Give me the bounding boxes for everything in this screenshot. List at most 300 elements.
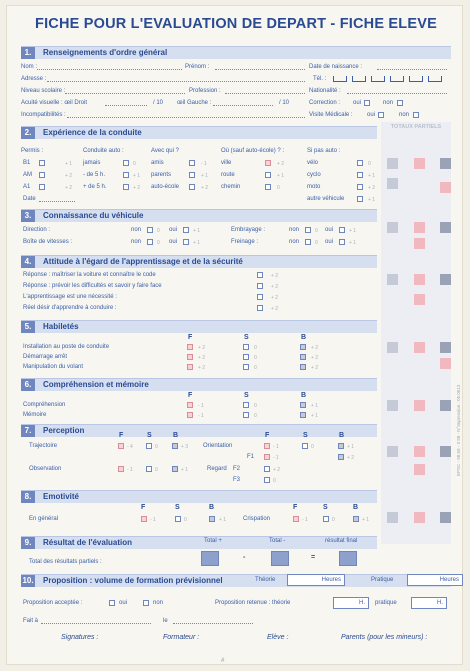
score: 0 [254,355,257,361]
partial-total-box [440,158,451,169]
conduite-checkbox[interactable] [123,172,129,178]
score: + 2 [347,455,355,461]
tel-digit-box[interactable] [390,76,404,82]
trajectoire-label: Trajectoire [29,443,58,449]
prenom-label: Prénom : [185,64,210,70]
nationalite-label: Nationalité : [309,88,341,94]
score: + 3 [181,444,189,450]
footer-mark: # [221,658,225,664]
score: + 1 [311,403,319,409]
score: - 1 [273,455,279,461]
score: + 2 [65,185,73,191]
score: + 1 [368,197,376,203]
attitude-checkbox[interactable] [257,272,263,278]
col-f: F [188,392,193,399]
proposition-acceptee-label: Proposition acceptée : [23,600,83,606]
direction-label: Direction : [23,227,51,233]
non-label: non [131,239,142,245]
non-label: non [131,227,142,233]
b-checkbox[interactable] [300,344,306,350]
score: + 2 [273,467,281,473]
partial-total-box [440,342,451,353]
tel-digit-box[interactable] [371,76,385,82]
score: + 1 [347,444,355,450]
section-title: Renseignements d'ordre général [43,48,168,57]
s-checkbox[interactable] [175,516,181,522]
score: 0 [157,240,160,246]
f-checkbox[interactable] [293,516,299,522]
s-checkbox[interactable] [323,516,329,522]
b-checkbox[interactable] [172,443,178,449]
attitude-item: Réponse : maîtriser la voiture et connaître le code [23,272,156,278]
ou-option: ville [221,160,232,166]
section-9-header [21,536,377,549]
attitude-checkbox[interactable] [257,305,263,311]
score: + 1 [368,173,376,179]
partial-total-box [440,274,451,285]
score: 0 [155,467,158,473]
visite-non-label: non [399,112,410,118]
equals-sign: = [311,554,316,561]
partial-total-box [440,512,451,523]
section-title: Proposition : volume de formation prévisionnel [43,576,223,585]
date-naissance-label: Date de naissance : [309,64,363,70]
b-checkbox[interactable] [300,364,306,370]
correction-oui-label: oui [353,100,362,106]
oui-label: oui [169,227,178,233]
conduite-checkbox[interactable] [123,160,129,166]
habilete-item: Installation au poste de conduite [23,344,110,350]
s-checkbox[interactable] [146,443,152,449]
score: + 1 [133,173,141,179]
avec-checkbox[interactable] [189,160,195,166]
partial-total-box [440,358,451,369]
sur10-b: / 10 [279,100,290,106]
s-checkbox[interactable] [243,344,249,350]
f-checkbox[interactable] [187,354,193,360]
section-7-header [21,424,377,437]
col-s: S [175,504,180,511]
score: + 2 [311,345,319,351]
col-f: F [265,432,270,439]
section-title: Emotivité [43,492,80,501]
section-4-header [21,255,377,268]
score: + 2 [271,306,279,312]
resultat-final-label: résultat final [325,538,358,544]
score: 0 [315,228,318,234]
prenom-field[interactable] [215,64,305,70]
ou-checkbox[interactable] [265,184,271,190]
score: 0 [277,185,280,191]
section-title: Habiletés [43,322,79,331]
pratique-heures-field[interactable] [407,574,463,586]
date-field[interactable] [173,618,253,624]
f-checkbox[interactable] [118,443,124,449]
correction-label: Correction : [309,100,341,106]
oui-label: oui [325,239,334,245]
s-checkbox[interactable] [243,364,249,370]
sipas-option: moto [307,184,321,190]
oeil-droit-field[interactable] [105,100,147,106]
score: + 1 [349,240,357,246]
oeil-gauche-label: œil Gauche : [177,100,212,106]
b-checkbox[interactable] [300,412,306,418]
tel-digit-box[interactable] [428,76,442,82]
partial-total-box [414,342,425,353]
score: - 1 [302,517,308,523]
score: + 2 [271,284,279,290]
parents-signature-label[interactable]: Parents (pour les mineurs) : [341,634,428,641]
section-title: Attitude à l'égard de l'apprentissage et de la sécurité [43,257,243,266]
s-checkbox[interactable] [302,443,308,449]
avec-option: amis [151,160,164,166]
profession-field[interactable] [225,88,305,94]
score: - 1 [273,444,279,450]
total-plus-label: Total + [204,538,222,544]
total-plus-box[interactable] [201,551,219,566]
s-checkbox[interactable] [243,402,249,408]
col-b: B [301,392,307,399]
nom-field[interactable] [37,64,182,70]
partial-total-box [387,274,398,285]
score: + 2 [198,345,206,351]
section-number: 2. [21,127,35,139]
profession-label: Profession : [189,88,221,94]
score: 0 [273,478,276,484]
avec-checkbox[interactable] [189,172,195,178]
sipas-checkbox[interactable] [357,184,363,190]
f-checkbox[interactable] [264,443,270,449]
partial-total-box [387,342,398,353]
direction-oui-checkbox[interactable] [183,227,189,233]
col-s: S [303,432,308,439]
conduite-option: jamais [83,160,101,166]
section-title: Connaissance du véhicule [43,211,144,220]
adresse-field[interactable] [47,76,305,82]
attitude-checkbox[interactable] [257,283,263,289]
ou-checkbox[interactable] [265,172,271,178]
conduite-checkbox[interactable] [123,184,129,190]
partial-total-box [387,400,398,411]
partial-total-box [414,512,425,523]
col-s: S [244,392,249,399]
boite-non-checkbox[interactable] [147,239,153,245]
section-number: 10. [22,576,34,585]
ou-header: Où (sauf auto-école) ? : [221,148,285,154]
partial-total-box [440,182,451,193]
non-label: non [289,239,300,245]
score: + 1 [193,240,201,246]
attitude-item: Réponse : prévoir les difficultés et savoir y faire face [23,283,162,289]
col-f: F [141,504,146,511]
pratique-label: pratique [375,600,397,606]
score: + 1 [201,173,209,179]
oeil-gauche-field[interactable] [213,100,273,106]
tel-digit-box[interactable] [352,76,366,82]
score: 0 [332,517,335,523]
tel-label: Tél. : [313,76,327,82]
score: 0 [133,161,136,167]
visite-label: Visite Médicale : [309,112,353,118]
avec-checkbox[interactable] [189,184,195,190]
boite-oui-checkbox[interactable] [183,239,189,245]
score: + 2 [198,365,206,371]
oui-label: oui [169,239,178,245]
score: + 2 [277,161,285,167]
section-3-header [21,209,377,222]
section-title: Compréhension et mémoire [43,380,149,389]
sipas-option: cyclo [307,172,321,178]
memoire-item: Mémoire [23,412,47,418]
section-number: 6. [21,379,35,391]
correction-non-checkbox[interactable] [397,100,403,106]
f-checkbox[interactable] [187,412,193,418]
habilete-item: Démarrage arrêt [23,354,68,360]
b-checkbox[interactable] [338,443,344,449]
score: + 2 [311,365,319,371]
col-s: S [147,432,152,439]
correction-oui-checkbox[interactable] [364,100,370,106]
score: - 1 [150,517,156,523]
section-title: Perception [43,426,85,435]
date-naissance-field[interactable] [377,64,447,70]
section-2-header [21,126,377,139]
col-f: F [119,432,124,439]
b-checkbox[interactable] [300,402,306,408]
section-6-header [21,378,377,391]
partial-total-box [387,178,398,189]
partial-total-box [414,446,425,457]
sur10-a: / 10 [153,100,164,106]
score: 0 [254,403,257,409]
section-title: Résultat de l'évaluation [43,538,133,547]
incompat-field[interactable] [67,112,305,118]
acuite-label: Acuité visuelle : œil Droit [21,100,88,106]
col-b: B [173,432,179,439]
section-title: Expérience de la conduite [43,128,142,137]
eleve-signature-label[interactable]: Elève : [267,634,289,641]
nationalite-field[interactable] [347,88,447,94]
partial-total-box [440,222,451,233]
attitude-item: Réel désir d'apprendre à conduire : [23,305,117,311]
f2-label: F2 [233,466,241,472]
conduite-option: + de 5 h. [83,184,107,190]
score: 0 [254,365,257,371]
acceptee-oui-checkbox[interactable] [109,600,115,606]
score: 0 [155,444,158,450]
visite-non-checkbox[interactable] [413,112,419,118]
total-partiels-label: Total des résultats partiels : [29,559,102,565]
b-checkbox[interactable] [353,516,359,522]
resultat-final-box[interactable] [339,551,357,566]
ou-option: route [221,172,235,178]
niveau-label: Niveau scolaire : [21,88,66,94]
ou-option: chemin [221,184,241,190]
freinage-label: Freinage : [231,239,259,245]
avec-qui-header: Avec qui ? [151,148,179,154]
non-label: non [153,600,164,606]
permis-checkbox[interactable] [39,172,45,178]
h-unit: H. [437,600,443,606]
section-1-header [21,46,451,59]
acceptee-non-checkbox[interactable] [143,600,149,606]
score: - 1 [198,413,204,419]
proposition-retenue-label: Proposition retenue : théorie [215,600,291,606]
f2-checkbox[interactable] [264,466,270,472]
form-title: FICHE POUR L'EVALUATION DE DEPART - FICHE ELEVE [35,16,437,32]
s-checkbox[interactable] [243,412,249,418]
evaluation-sheet [6,5,463,665]
f-checkbox[interactable] [118,466,124,472]
visite-oui-checkbox[interactable] [378,112,384,118]
pratique-label: Pratique [371,577,394,583]
s-checkbox[interactable] [243,354,249,360]
score: + 2 [198,355,206,361]
print-reference: EPSC - 98.50 - 3 98 - N°Impression : 05.0613 [456,384,461,476]
embrayage-oui-checkbox[interactable] [339,227,345,233]
sipas-checkbox[interactable] [357,160,363,166]
habilete-item: Manipulation du volant [23,364,84,370]
score: - 1 [198,403,204,409]
general-label: En général [29,516,59,522]
f-checkbox[interactable] [141,516,147,522]
sipas-checkbox[interactable] [357,172,363,178]
non-label: non [289,227,300,233]
score: + 2 [311,355,319,361]
col-f: F [293,504,298,511]
f-checkbox[interactable] [187,344,193,350]
score: + 1 [181,467,189,473]
score: + 2 [271,273,279,279]
embrayage-label: Embrayage : [231,227,266,233]
col-s: S [244,334,249,341]
section-number: 9. [21,537,35,549]
col-b: B [339,432,345,439]
score: 0 [184,517,187,523]
score: - 4 [127,444,133,450]
score: + 1 [362,517,370,523]
conduite-header: Conduite auto : [83,148,124,154]
score: + 2 [271,295,279,301]
score: + 1 [277,173,285,179]
f3-checkbox[interactable] [264,477,270,483]
signatures-label: Signatures : [61,634,99,641]
h-unit: H. [359,600,365,606]
fait-a-label: Fait à [23,618,39,624]
section-8-header [21,490,377,503]
partial-total-box [414,400,425,411]
oui-label: oui [119,600,128,606]
b-checkbox[interactable] [172,466,178,472]
b-checkbox[interactable] [338,454,344,460]
niveau-field[interactable] [65,88,185,94]
s-checkbox[interactable] [146,466,152,472]
theorie-heures-field[interactable] [287,574,345,586]
f-checkbox[interactable] [187,364,193,370]
comprehension-item: Compréhension [23,402,66,408]
embrayage-non-checkbox[interactable] [305,227,311,233]
score: + 1 [349,228,357,234]
score: + 2 [65,173,73,179]
sipas-checkbox[interactable] [357,196,363,202]
freinage-non-checkbox[interactable] [305,239,311,245]
col-f: F [188,334,193,341]
sipas-option: vélo [307,160,319,166]
observation-label: Observation [29,466,62,472]
f-checkbox[interactable] [187,402,193,408]
nom-label: Nom : [21,64,38,70]
partial-total-box [387,158,398,169]
permis-checkbox[interactable] [39,160,45,166]
score: 0 [254,345,257,351]
permis-label: A1 [23,184,31,190]
section-number: 7. [21,425,35,437]
total-moins-box[interactable] [271,551,289,566]
permis-date-field[interactable] [39,196,75,202]
retenue-theorie-field[interactable] [333,597,369,609]
score: - 1 [127,467,133,473]
ou-checkbox[interactable] [265,160,271,166]
avec-option: auto-école [151,184,180,190]
avec-option: parents [151,172,172,178]
attitude-checkbox[interactable] [257,294,263,300]
score: 0 [311,444,314,450]
partial-total-box [387,222,398,233]
freinage-oui-checkbox[interactable] [339,239,345,245]
score: + 1 [219,517,227,523]
b-checkbox[interactable] [209,516,215,522]
score: + 2 [368,185,376,191]
theorie-label: Théorie [255,577,276,583]
score: + 2 [201,185,209,191]
minus-sign: - [243,554,246,561]
fait-a-field[interactable] [41,618,151,624]
orientation-label: Orientation [203,443,233,449]
score: + 1 [65,161,73,167]
correction-non-label: non [383,100,394,106]
permis-label: B1 [23,160,31,166]
section-number: 5. [21,321,35,333]
b-checkbox[interactable] [300,354,306,360]
partial-total-box [414,274,425,285]
score: - 1 [201,161,207,167]
partial-total-box [414,294,425,305]
score: 0 [368,161,371,167]
section-number: 8. [21,491,35,503]
col-s: S [323,504,328,511]
partial-total-box [440,400,451,411]
score: + 1 [193,228,201,234]
col-b: B [353,504,359,511]
f1-checkbox[interactable] [264,454,270,460]
direction-non-checkbox[interactable] [147,227,153,233]
heures-unit: Heures [321,577,341,583]
score: 0 [157,228,160,234]
permis-checkbox[interactable] [39,184,45,190]
retenue-pratique-field[interactable] [411,597,447,609]
f1-label: F1 [247,454,255,460]
permis-label: AM [23,172,32,178]
si-pas-auto-header: Si pas auto : [307,148,341,154]
partial-total-box [414,158,425,169]
formateur-signature-label[interactable]: Formateur : [163,634,200,641]
f3-label: F3 [233,477,241,483]
score: 0 [254,413,257,419]
section-number: 3. [21,210,35,222]
tel-digit-box[interactable] [409,76,423,82]
tel-digit-box[interactable] [333,76,347,82]
partial-total-box [440,446,451,457]
